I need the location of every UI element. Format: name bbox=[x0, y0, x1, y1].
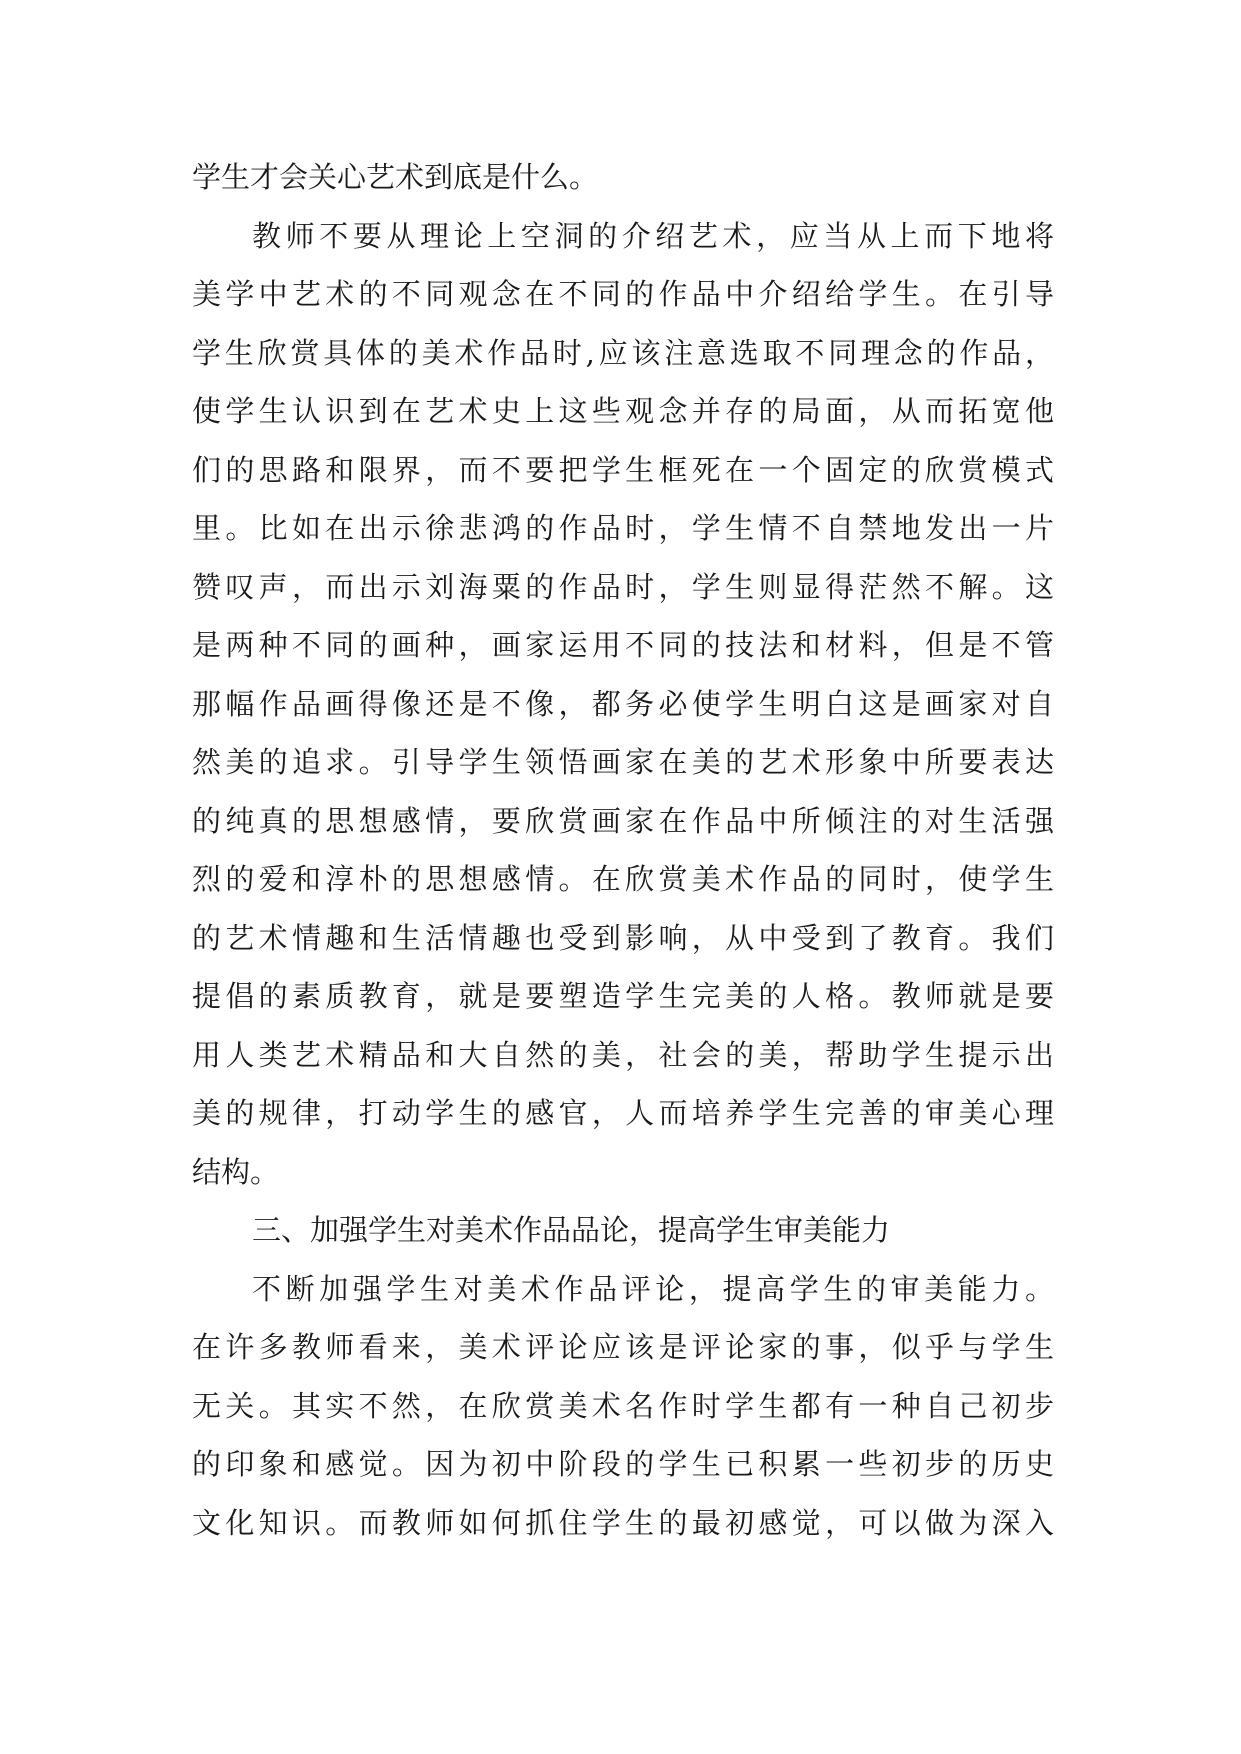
text-line: 学生才会关心艺术到底是什么。 bbox=[192, 160, 599, 194]
text-line: 无关。其实不然，在欣赏美术名作时学生都有一种自己初步 bbox=[192, 1388, 1054, 1423]
text-line: 赞叹声，而出示刘海粟的作品时，学生则显得茫然不解。这 bbox=[192, 569, 1054, 604]
text-line: 不断加强学生对美术作品评论，提高学生的审美能力。 bbox=[252, 1271, 1054, 1306]
section-heading: 三、加强学生对美术作品品论，提高学生审美能力 bbox=[252, 1213, 891, 1247]
text-line: 的艺术情趣和生活情趣也受到影响，从中受到了教育。我们 bbox=[192, 920, 1054, 955]
text-line: 教师不要从理论上空洞的介绍艺术，应当从上而下地将 bbox=[252, 218, 1054, 253]
text-line: 们的思路和限界，而不要把学生框死在一个固定的欣赏模式 bbox=[192, 452, 1054, 487]
document-page bbox=[192, 148, 1054, 1552]
text-line: 美的规律，打动学生的感官，人而培养学生完善的审美心理 bbox=[192, 1096, 1054, 1130]
text-line: 然美的追求。引导学生领悟画家在美的艺术形象中所要表达 bbox=[192, 745, 1054, 779]
text-line: 结构。 bbox=[192, 1154, 280, 1189]
text-line: 在许多教师看来，美术评论应该是评论家的事，似乎与学生 bbox=[192, 1330, 1054, 1364]
text-line: 烈的爱和淳朴的思想感情。在欣赏美术作品的同时，使学生 bbox=[192, 862, 1054, 896]
text-line: 提倡的素质教育，就是要塑造学生完美的人格。教师就是要 bbox=[192, 979, 1054, 1013]
text-line: 里。比如在出示徐悲鸿的作品时，学生情不自禁地发出一片 bbox=[192, 511, 1054, 545]
text-line: 那幅作品画得像还是不像，都务必使学生明白这是画家对自 bbox=[192, 686, 1054, 721]
text-line: 是两种不同的画种，画家运用不同的技法和材料，但是不管 bbox=[192, 628, 1054, 662]
text-line: 文化知识。而教师如何抓住学生的最初感觉，可以做为深入 bbox=[192, 1505, 1054, 1540]
text-line: 的印象和感觉。因为初中阶段的学生已积累一些初步的历史 bbox=[192, 1447, 1054, 1481]
text-line: 使学生认识到在艺术史上这些观念并存的局面，从而拓宽他 bbox=[192, 394, 1054, 428]
text-line: 美学中艺术的不同观念在不同的作品中介绍给学生。在引导 bbox=[192, 277, 1054, 311]
text-line: 的纯真的思想感情，要欣赏画家在作品中所倾注的对生活强 bbox=[192, 803, 1054, 838]
text-line: 用人类艺术精品和大自然的美，社会的美，帮助学生提示出 bbox=[192, 1037, 1054, 1072]
text-line: 学生欣赏具体的美术作品时,应该注意选取不同理念的作品， bbox=[192, 335, 1054, 370]
